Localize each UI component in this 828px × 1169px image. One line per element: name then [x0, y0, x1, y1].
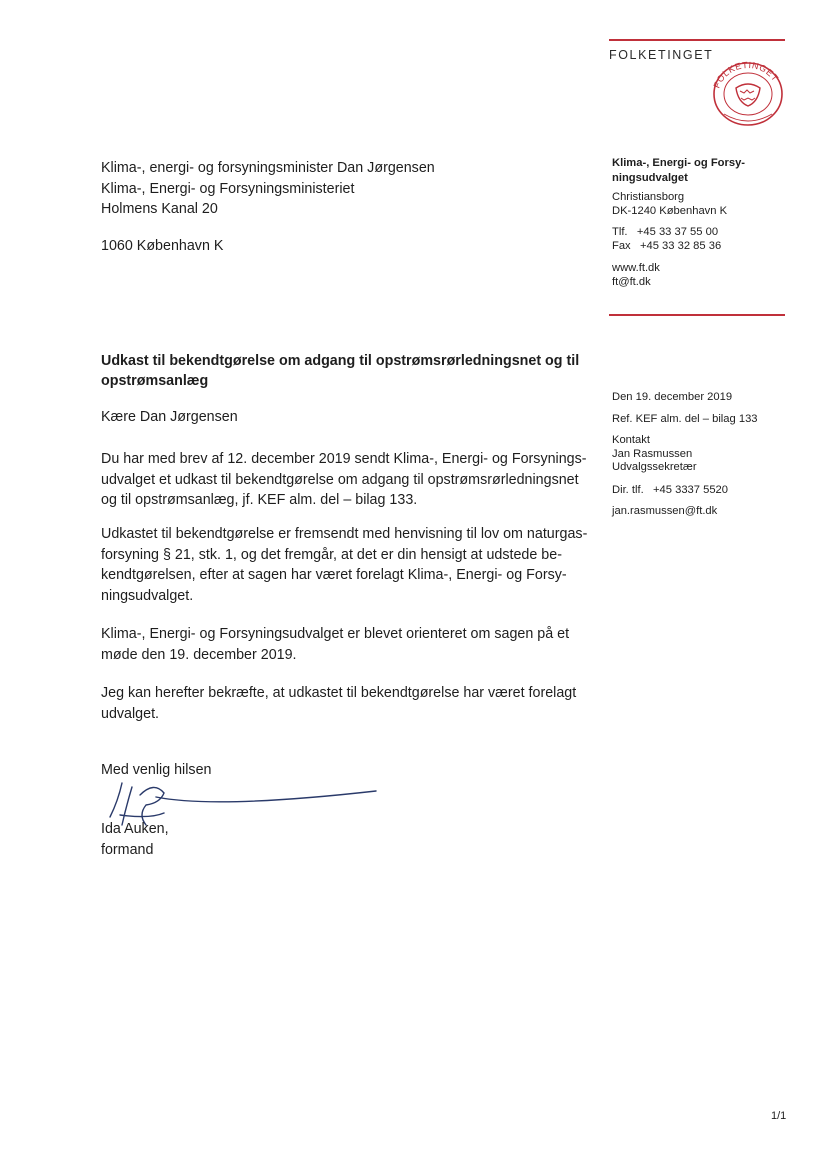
recipient-city: 1060 København K	[101, 238, 224, 254]
letter-subject	[101, 351, 581, 391]
recipient-address	[101, 158, 435, 220]
signer-name: Ida Auken,	[101, 821, 169, 837]
email-link[interactable]: ft@ft.dk	[612, 275, 651, 288]
paragraph-line: kendtgørelsen, efter at sagen har været forelagt Klima-, Energi- og Forsy-	[101, 567, 567, 583]
signer-title: formand	[101, 841, 154, 858]
contact-label: Kontakt	[612, 434, 650, 446]
paragraph-line: Klima-, Energi- og Forsyningsudvalget er blevet orienteret om sagen på et	[101, 626, 570, 642]
recipient-line: Klima-, energi- og forsyningsminister Dan Jørgensen	[101, 160, 435, 176]
website-link[interactable]: www.ft.dk	[612, 262, 660, 274]
paragraph-line: Du har med brev af 12. december 2019 sendt Klima-, Energi- og Forsynings-	[101, 451, 587, 467]
sender-address-line: DK-1240 København K	[612, 204, 728, 217]
signer-block	[101, 819, 591, 860]
paragraph-2	[101, 524, 591, 606]
paragraph-line: forsyning § 21, stk. 1, og det fremgår, at det er din hensigt at udstede be-	[101, 546, 562, 563]
salutation: Kære Dan Jørgensen	[101, 409, 238, 425]
letter-date: Den 19. december 2019	[612, 391, 733, 403]
page-number: 1/1	[771, 1110, 787, 1122]
phone-number: Tlf. +45 33 37 55 00	[612, 226, 719, 238]
paragraph-line: Jeg kan herefter bekræfte, at udkastet til bekendtgørelse har været forelagt	[101, 685, 577, 701]
paragraph-3	[101, 624, 591, 665]
sender-phones	[612, 226, 721, 253]
fax-number: Fax +45 33 32 85 36	[612, 239, 722, 252]
paragraph-line: møde den 19. december 2019.	[101, 646, 297, 663]
paragraph-4	[101, 683, 591, 724]
paragraph-1	[101, 449, 591, 511]
paragraph-line: udvalget et udkast til bekendtgørelse om adgang til opstrømsrørledningsnet	[101, 471, 579, 488]
header-rule	[609, 39, 785, 41]
letter-reference: Ref. KEF alm. del – bilag 133	[612, 413, 758, 425]
paragraph-line: udvalget.	[101, 705, 160, 722]
sender-rule	[609, 314, 785, 316]
contact-block	[612, 434, 697, 475]
sender-address	[612, 191, 727, 218]
contact-name: Jan Rasmussen	[612, 447, 693, 460]
paragraph-line: og til opstrømsanlæg, jf. KEF alm. del – bilag 133.	[101, 492, 418, 508]
closing-text: Med venlig hilsen	[101, 762, 212, 778]
subject-line: Udkast til bekendtgørelse om adgang til opstrømsrørledningsnet og til	[101, 353, 580, 369]
paragraph-line: Udkastet til bekendtgørelse er fremsendt med henvisning til lov om naturgas-	[101, 526, 588, 542]
committee-name	[612, 156, 745, 185]
sender-address-line: Christiansborg	[612, 191, 685, 203]
recipient-line: Klima-, Energi- og Forsyningsministeriet	[101, 180, 355, 197]
subject-line: opstrømsanlæg	[101, 373, 209, 389]
sender-web	[612, 262, 660, 289]
folketinget-seal-icon	[708, 58, 788, 128]
committee-name-line: ningsudvalget	[612, 171, 688, 184]
contact-title: Udvalgssekretær	[612, 461, 697, 473]
seal-text: FOLKETINGET	[711, 59, 781, 90]
org-logo-text: FOLKETINGET	[609, 48, 714, 62]
committee-name-line: Klima-, Energi- og Forsy-	[612, 157, 746, 169]
recipient-line: Holmens Kanal 20	[101, 201, 218, 217]
direct-phone: Dir. tlf. +45 3337 5520	[612, 484, 728, 496]
paragraph-line: ningsudvalget.	[101, 587, 194, 604]
contact-email-link[interactable]: jan.rasmussen@ft.dk	[612, 505, 718, 517]
